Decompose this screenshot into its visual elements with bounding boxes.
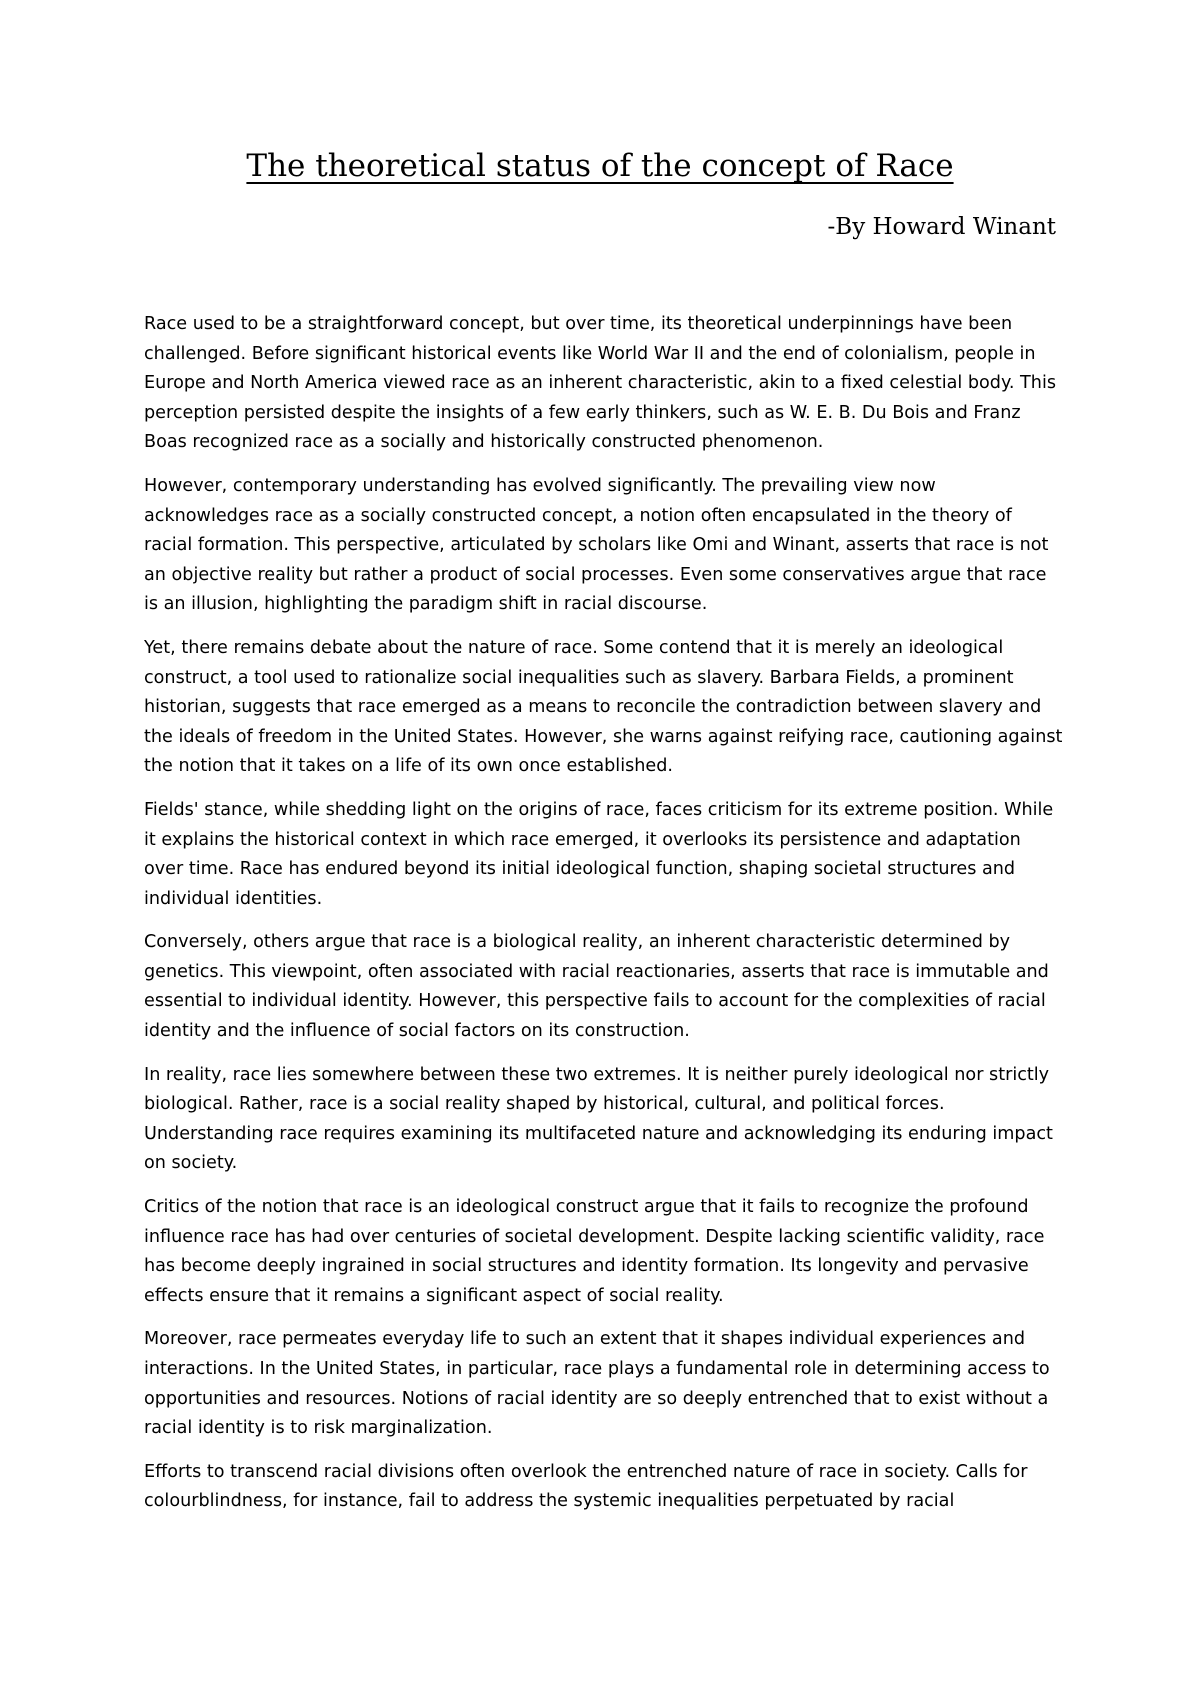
document-byline: -By Howard Winant xyxy=(827,214,1056,240)
paragraph-8: Moreover, race permeates everyday life to such an extent that it shapes individual experiences and interactions. In the United States, in particular, race plays a fundamental role in determining access to opportunities and resources. Notions of racial identity are so deeply entrenched that to exist without a racial identity is to risk marginalization. xyxy=(144,1329,1050,1439)
paragraph-6: In reality, race lies somewhere between these two extremes. It is neither purely ideological nor strictly biological. Rather, race is a social reality shaped by historical, cultural, and political forces. Understanding race requires examining its multifaceted nature and acknowledging its enduring impact on society. xyxy=(144,1064,1053,1174)
document-body xyxy=(144,310,1064,1531)
paragraph-9: Efforts to transcend racial divisions often overlook the entrenched nature of race in society. Calls for colourblindness, for instance, fail to address the systemic inequalities perpetuated by racial xyxy=(144,1461,1028,1512)
paragraph-1: Race used to be a straightforward concept, but over time, its theoretical underpinnings have been challenged. Before significant historical events like World War II and the end of colonialism, people in Europe and North America viewed race as an inherent characteristic, akin to a fixed celestial body. This perception persisted despite the insights of a few early thinkers, such as W. E. B. Du Bois and Franz Boas recognized race as a socially and historically constructed phenomenon. xyxy=(144,314,1056,453)
document-title-text: The theoretical status of the concept of Race xyxy=(246,148,954,184)
paragraph-3: Yet, there remains debate about the nature of race. Some contend that it is merely an ideological construct, a tool used to rationalize social inequalities such as slavery. Barbara Fields, a prominent historian, suggests that race emerged as a means to reconcile the contradiction between slavery and the ideals of freedom in the United States. However, she warns against reifying race, cautioning against the notion that it takes on a life of its own once established. xyxy=(144,637,1063,777)
paragraph-2: However, contemporary understanding has evolved significantly. The prevailing view now acknowledges race as a socially constructed concept, a notion often encapsulated in the theory of racial formation. This perspective, articulated by scholars like Omi and Winant, asserts that race is not an objective reality but rather a product of social processes. Even some conservatives argue that race is an illusion, highlighting the paradigm shift in racial discourse. xyxy=(144,475,1049,615)
paragraph-5: Conversely, others argue that race is a biological reality, an inherent characteristic determined by genetics. This viewpoint, often associated with racial reactionaries, asserts that race is immutable and essential to individual identity. However, this perspective fails to account for the complexities of racial identity and the influence of social factors on its construction. xyxy=(144,932,1049,1042)
document-title xyxy=(0,146,1200,186)
paragraph-7: Critics of the notion that race is an ideological construct argue that it fails to recognize the profound influence race has had over centuries of societal development. Despite lacking scientific validity, race has become deeply ingrained in social structures and identity formation. Its longevity and pervasive effects ensure that it remains a significant aspect of social reality. xyxy=(144,1197,1045,1306)
paragraph-4: Fields' stance, while shedding light on the origins of race, faces criticism for its extreme position. While it explains the historical context in which race emerged, it overlooks its persistence and adaptation over time. Race has endured beyond its initial ideological function, shaping societal structures and individual identities. xyxy=(144,799,1054,909)
